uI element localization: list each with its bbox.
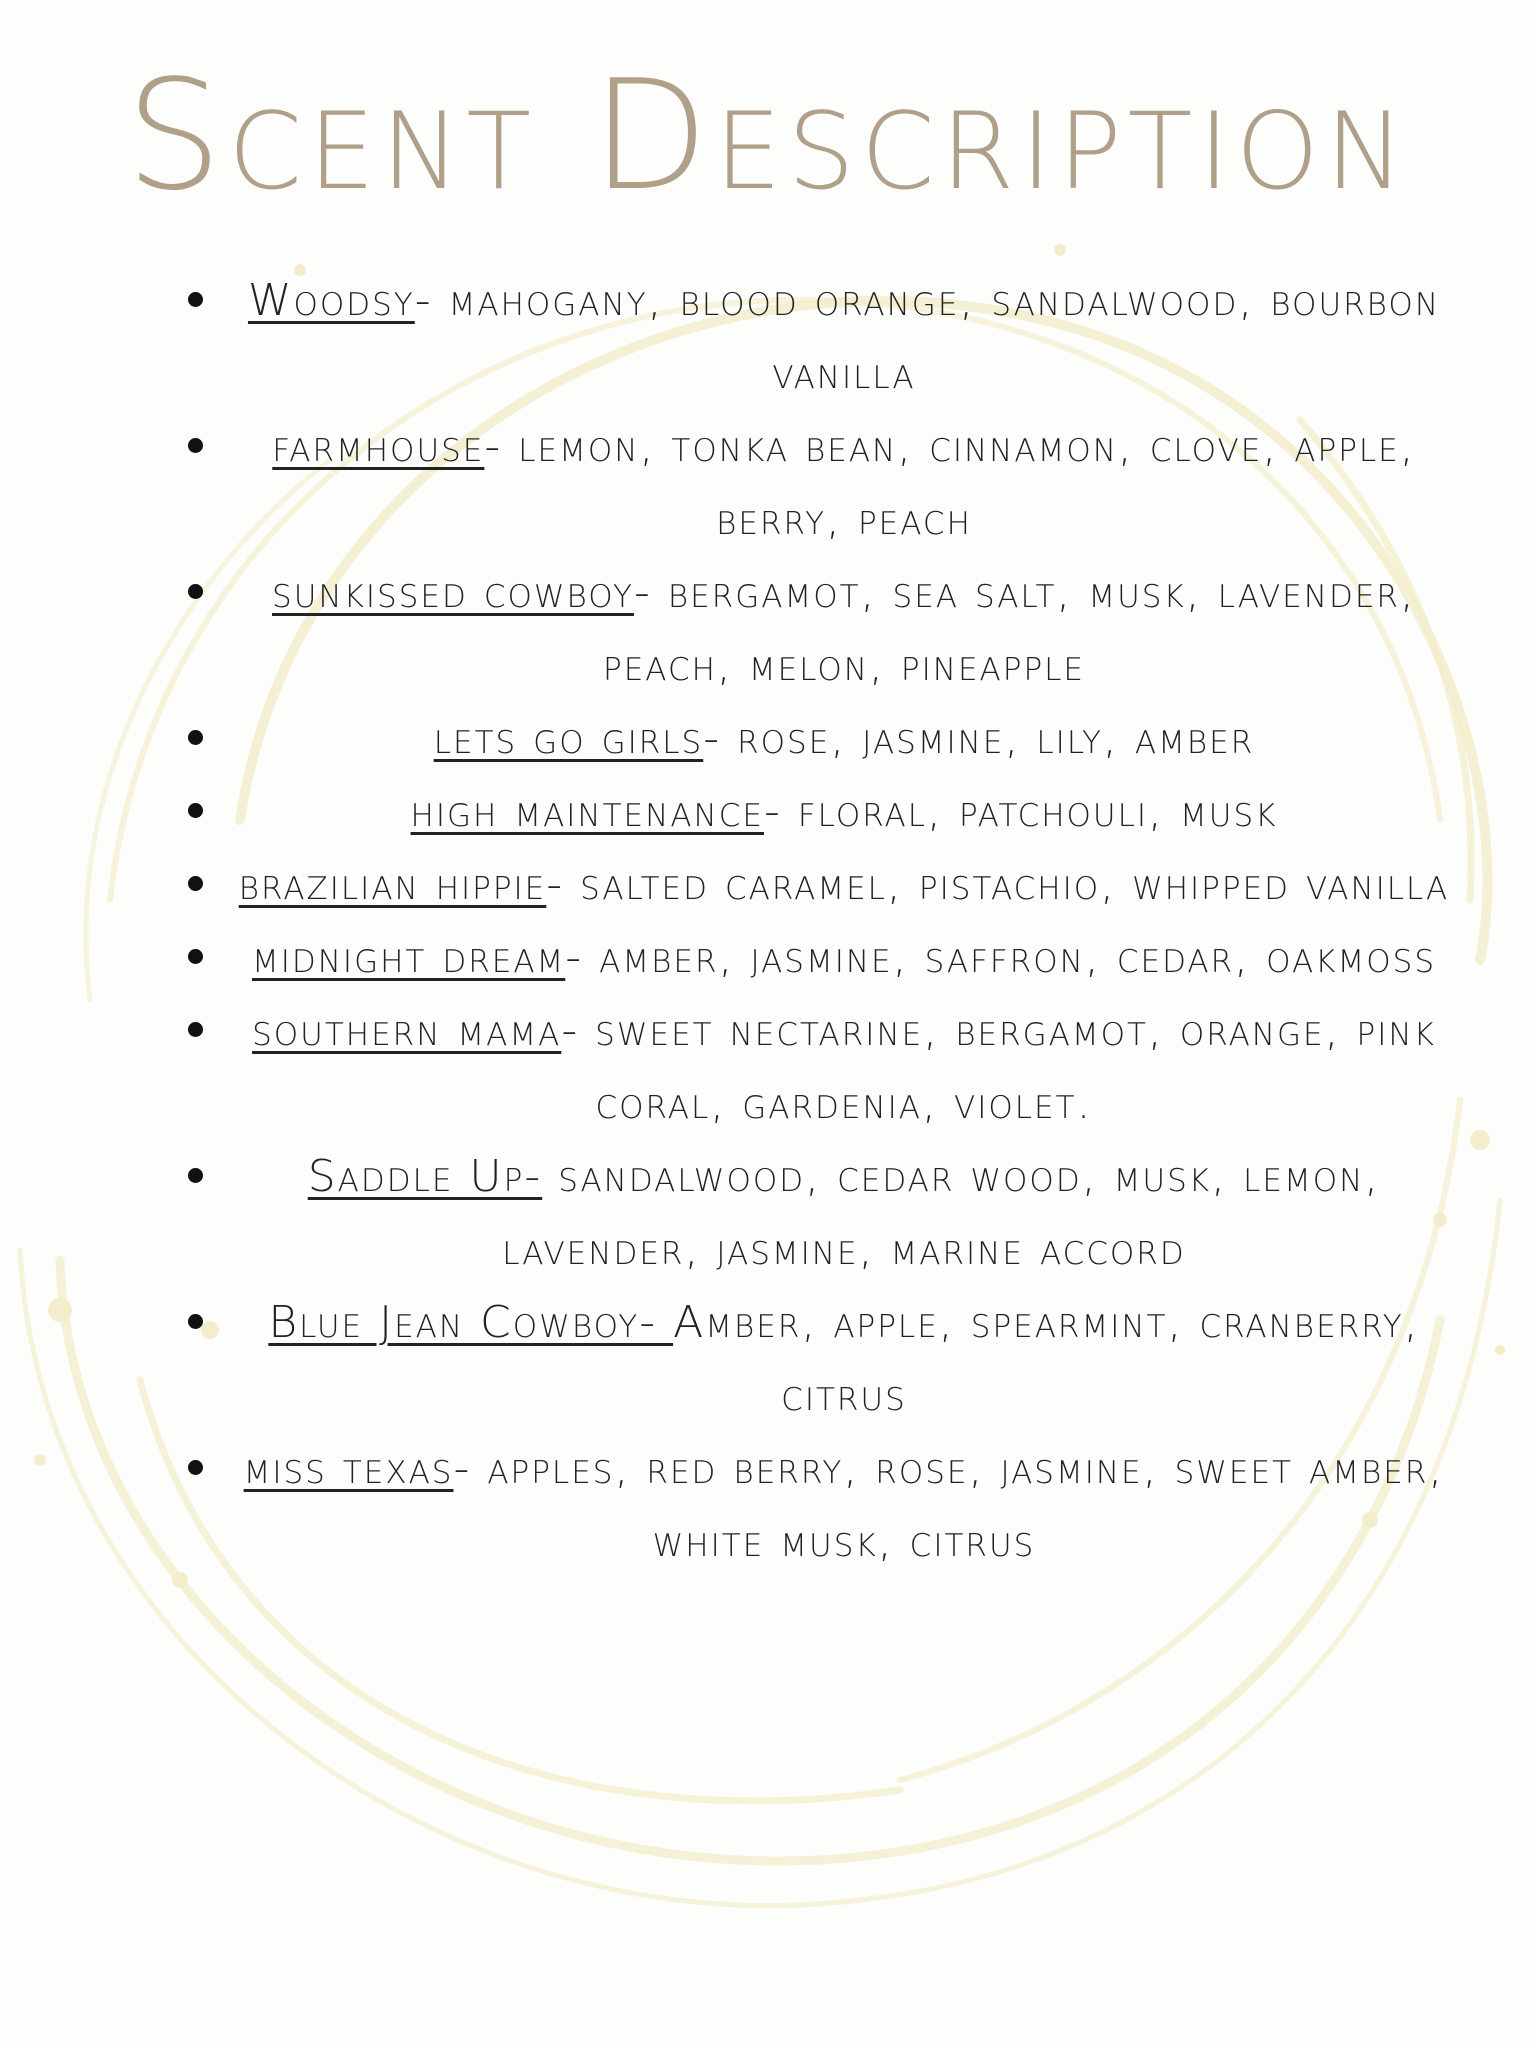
list-item <box>180 775 1460 848</box>
list-item <box>180 264 1460 410</box>
scent-notes: - amber, jasmine, saffron, cedar, oakmoss <box>565 932 1437 983</box>
scent-notes: - rose, jasmine, lily, amber <box>703 713 1255 764</box>
page-title: Scent Description <box>125 47 1411 224</box>
scent-notes: sandalwood, cedar wood, musk, lemon, lavender, jasmine, marine accord <box>502 1151 1381 1275</box>
scent-name: miss texas <box>243 1443 454 1494</box>
scent-name: sunkissed cowboy <box>272 567 634 618</box>
list-item <box>180 702 1460 775</box>
bullet-icon <box>188 1022 203 1037</box>
list-item <box>180 848 1460 921</box>
bullet-icon <box>188 1314 203 1329</box>
scent-name: Woodsy <box>247 275 415 326</box>
scent-name: farmhouse <box>272 421 485 472</box>
scent-notes: - apples, red berry, rose, jasmine, sweet amber, white musk, citrus <box>453 1443 1445 1567</box>
scent-notes: - floral, patchouli, musk <box>763 786 1278 837</box>
scent-name: southern mama <box>252 1005 562 1056</box>
bullet-icon <box>188 803 203 818</box>
scent-name: lets go girls <box>433 713 704 764</box>
list-item <box>180 994 1460 1140</box>
scent-name: Saddle Up- <box>307 1151 543 1202</box>
bullet-icon <box>188 1460 203 1475</box>
scent-name: Blue Jean Cowboy- <box>268 1297 674 1348</box>
scent-name: high maintenance <box>410 786 764 837</box>
scent-notes: - mahogany, blood orange, sandalwood, bourbon vanilla <box>414 275 1441 399</box>
bullet-icon <box>188 730 203 745</box>
scent-notes: - bergamot, sea salt, musk, lavender, peach, melon, pineapple <box>603 567 1416 691</box>
list-item <box>180 1432 1460 1578</box>
bullet-icon <box>188 438 203 453</box>
scent-notes: - lemon, tonka bean, cinnamon, clove, apple, berry, peach <box>484 421 1416 545</box>
scent-notes: Amber, apple, spearmint, cranberry, citrus <box>673 1297 1420 1421</box>
bullet-icon <box>188 1168 203 1183</box>
list-item <box>180 1140 1460 1286</box>
list-item <box>180 1286 1460 1432</box>
list-item <box>180 556 1460 702</box>
bullet-icon <box>188 584 203 599</box>
list-item <box>180 410 1460 556</box>
scent-notes: - sweet nectarine, bergamot, orange, pink coral, gardenia, violet. <box>561 1005 1436 1129</box>
scent-name: brazilian hippie <box>238 859 547 910</box>
bullet-icon <box>188 876 203 891</box>
scent-list <box>180 264 1460 1578</box>
scent-notes: - salted caramel, pistachio, whipped vanilla <box>546 859 1450 910</box>
list-item <box>180 921 1460 994</box>
bullet-icon <box>188 949 203 964</box>
bullet-icon <box>188 292 203 307</box>
scent-name: midnight dream <box>251 932 566 983</box>
